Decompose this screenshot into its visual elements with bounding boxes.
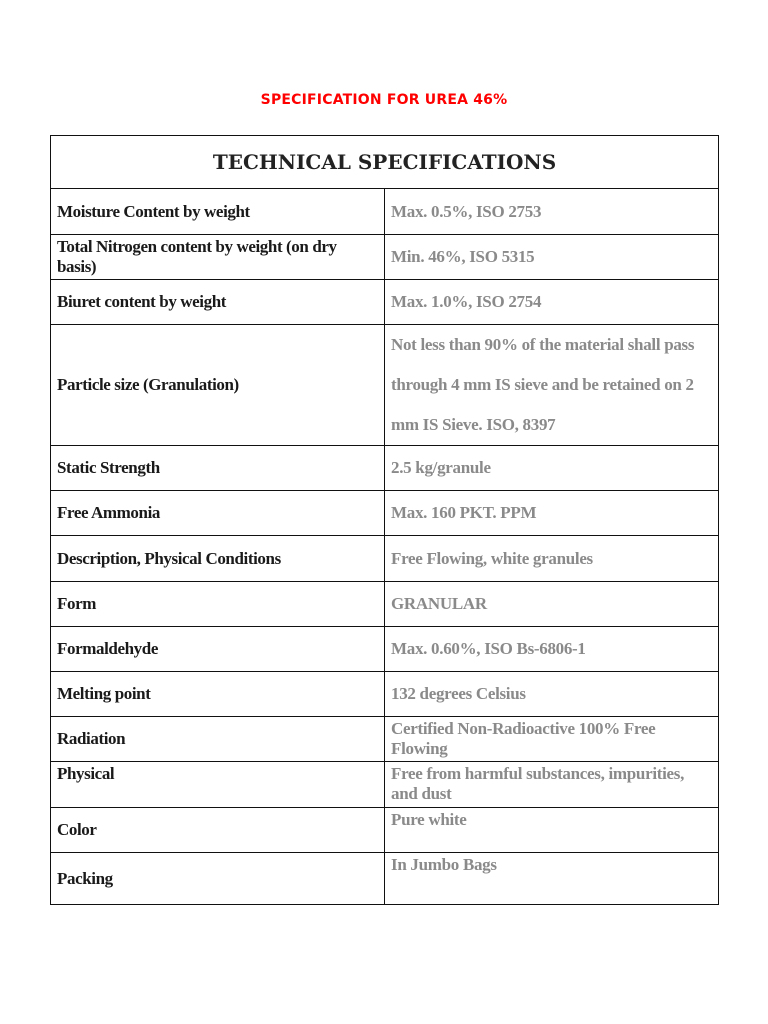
row-label: Radiation [51,717,385,762]
table-row [51,672,719,717]
row-value: Max. 160 PKT. PPM [385,491,719,536]
row-label: Description, Physical Conditions [51,536,385,582]
row-value: 2.5 kg/granule [385,446,719,491]
table-row [51,627,719,672]
table-row [51,491,719,536]
table-row [51,717,719,762]
row-value: 132 degrees Celsius [385,672,719,717]
table-row [51,325,719,446]
table-row [51,235,719,280]
row-label: Packing [51,853,385,905]
row-label: Total Nitrogen content by weight (on dry basis) [51,235,385,280]
row-value: Max. 0.60%, ISO Bs-6806-1 [385,627,719,672]
row-value: Min. 46%, ISO 5315 [385,235,719,280]
row-value: Max. 1.0%, ISO 2754 [385,280,719,325]
row-label: Free Ammonia [51,491,385,536]
table-row [51,582,719,627]
row-value: In Jumbo Bags [385,853,719,905]
table-heading-row [51,136,719,189]
document-title: SPECIFICATION FOR UREA 46% [260,92,508,108]
table-row [51,762,719,808]
table-row [51,280,719,325]
row-value: Max. 0.5%, ISO 2753 [385,189,719,235]
table-row [51,808,719,853]
row-label: Static Strength [51,446,385,491]
row-value: Free Flowing, white granules [385,536,719,582]
row-value: Not less than 90% of the material shall pass through 4 mm IS sieve and be retained on 2 mm IS Sieve. ISO, 8397 [385,325,719,446]
row-label: Moisture Content by weight [51,189,385,235]
row-label: Melting point [51,672,385,717]
row-label: Form [51,582,385,627]
table-row [51,536,719,582]
spec-table [50,135,719,905]
table-row [51,446,719,491]
row-value: GRANULAR [385,582,719,627]
row-label: Color [51,808,385,853]
row-label: Particle size (Granulation) [51,325,385,446]
row-value: Certified Non-Radioactive 100% Free Flowing [385,717,719,762]
row-value: Free from harmful substances, impurities, and dust [385,762,719,808]
table-row [51,189,719,235]
table-heading: TECHNICAL SPECIFICATIONS [51,136,719,189]
table-row [51,853,719,905]
row-label: Biuret content by weight [51,280,385,325]
row-value: Pure white [385,808,719,853]
row-label: Physical [51,762,385,808]
row-label: Formaldehyde [51,627,385,672]
